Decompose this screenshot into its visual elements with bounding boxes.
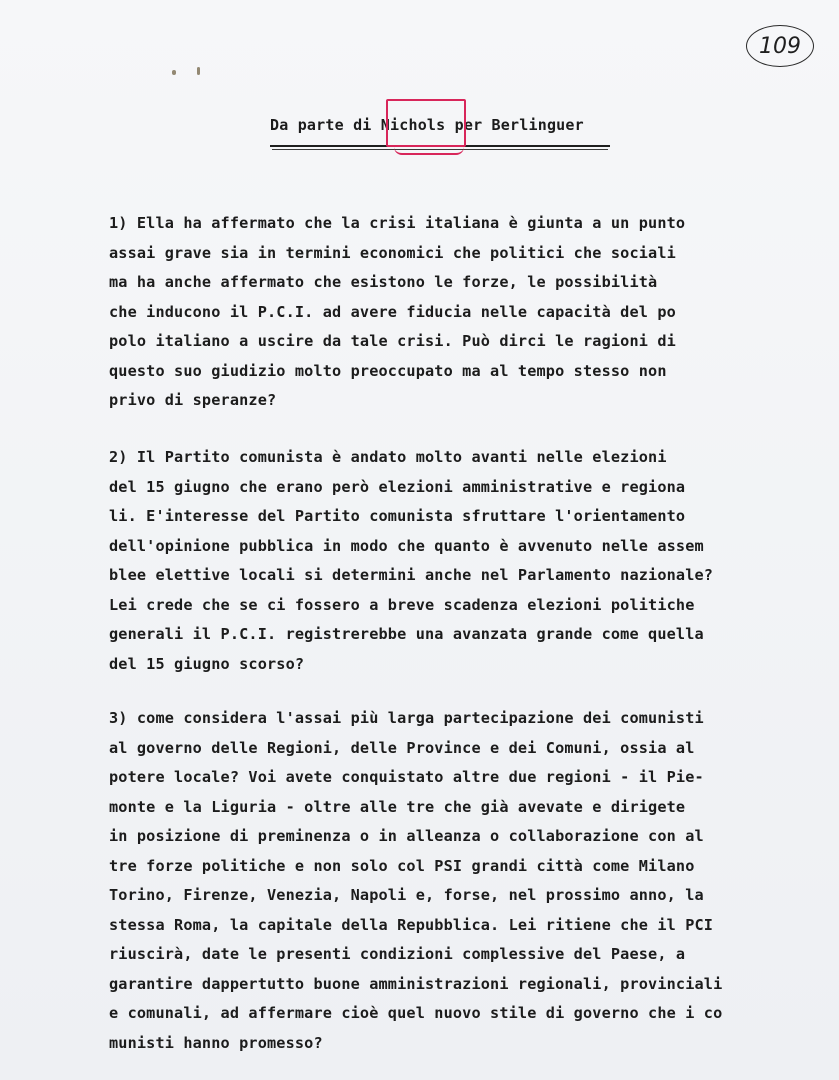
text-line: blee elettive locali si determini anche nel Parlamento nazionale?	[109, 566, 714, 584]
text-line: 1) Ella ha affermato che la crisi italiana è giunta a un punto	[109, 214, 686, 232]
red-highlight-stroke	[394, 147, 464, 155]
text-line: privo di speranze?	[109, 391, 277, 409]
text-line: del 15 giugno che erano però elezioni amministrative e regiona	[109, 477, 686, 496]
text-line: e comunali, ad affermare cioè quel nuovo stile di governo che i co	[109, 1004, 723, 1022]
text-line: 2) Il Partito comunista è andato molto avanti nelle elezioni	[109, 448, 667, 466]
text-line: in posizione di preminenza o in alleanza o collaborazione con al	[109, 827, 704, 845]
question-2	[109, 443, 789, 679]
page-number: 109	[746, 25, 814, 67]
question-3	[109, 704, 789, 1058]
ink-smudge	[197, 67, 200, 75]
text-line: Torino, Firenze, Venezia, Napoli e, forse, nel prossimo anno, la	[109, 886, 704, 904]
ink-smudge	[172, 70, 176, 75]
text-line: del 15 giugno scorso?	[109, 654, 305, 673]
text-line: che inducono il P.C.I. ad avere fiducia nelle capacità del po	[109, 302, 676, 321]
text-line: stessa Roma, la capitale della Repubblica. Lei ritiene che il PCI	[109, 915, 714, 934]
text-line: riuscirà, date le presenti condizioni complessive del Paese, a	[109, 945, 686, 963]
title-prefix: Da parte di	[270, 116, 381, 134]
text-line: al governo delle Regioni, delle Province e dei Comuni, ossia al	[109, 738, 695, 757]
text-line: potere locale? Voi avete conquistato altre due regioni - il Pie-	[109, 768, 704, 786]
text-line: questo suo giudizio molto preoccupato ma al tempo stesso non	[109, 361, 667, 380]
text-line: polo italiano a uscire da tale crisi. Può dirci le ragioni di	[109, 332, 676, 350]
text-line: munisti hanno promesso?	[109, 1033, 323, 1052]
title-name: Nichols	[380, 116, 446, 134]
red-highlight-box	[386, 99, 466, 147]
text-line: generali il P.C.I. registrerebbe una avanzata grande come quella	[109, 625, 704, 643]
text-line: dell'opinione pubblica in modo che quanto è avvenuto nelle assem	[109, 536, 704, 555]
question-1	[109, 209, 789, 416]
text-line: li. E'interesse del Partito comunista sfruttare l'orientamento	[109, 507, 686, 525]
text-line: tre forze politiche e non solo col PSI grandi città come Milano	[109, 856, 695, 875]
text-line: Lei crede che se ci fossero a breve scadenza elezioni politiche	[109, 595, 695, 614]
text-line: ma ha anche affermato che esistono le forze, le possibilità	[109, 273, 658, 291]
title-suffix: per Berlinguer	[445, 116, 584, 134]
text-line: garantire dappertutto buone amministrazioni regionali, provinciali	[109, 974, 723, 993]
text-line: assai grave sia in termini economici che politici che sociali	[109, 243, 676, 262]
text-line: 3) come considera l'assai più larga partecipazione dei comunisti	[109, 709, 704, 727]
text-line: monte e la Liguria - oltre alle tre che già avevate e dirigete	[109, 797, 686, 816]
